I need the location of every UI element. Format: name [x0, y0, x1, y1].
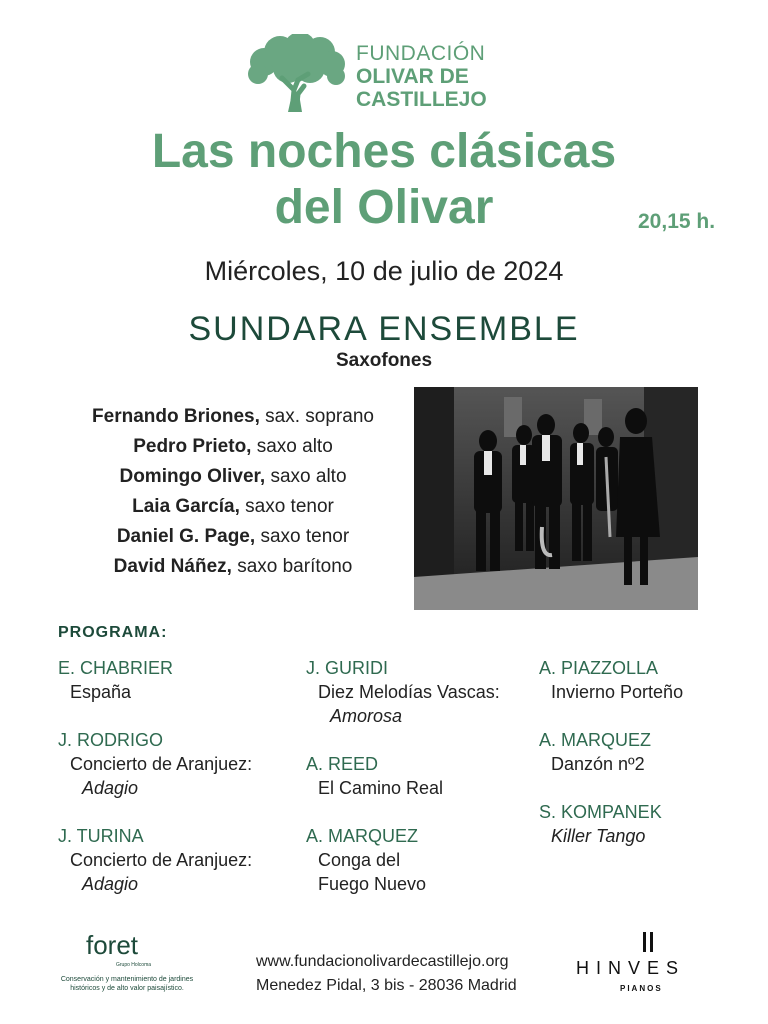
piece-title: Killer Tango: [551, 826, 646, 846]
piece-title: Diez Melodías Vascas:: [318, 682, 500, 702]
event-title-line-1: Las noches clásicas: [151, 125, 617, 178]
programa-column-2: [306, 656, 500, 896]
foret-logo-text: foret: [86, 930, 139, 960]
piece-title: El Camino Real: [318, 778, 444, 798]
piece-movement: Adagio: [82, 874, 139, 894]
address-text: Menedez Pidal, 3 bis - 28036 Madrid: [256, 977, 517, 994]
member-name: Laia García,: [132, 496, 240, 517]
composer-name: J. GURIDI: [306, 658, 389, 678]
foundation-logo-text: [356, 42, 487, 111]
logo-line-3: CASTILLEJO: [356, 88, 487, 111]
piece-title: Conga del: [318, 850, 401, 870]
foret-description: Conservación y mantenimiento de jardines históricos y de alto valor paisajístico.: [60, 976, 194, 992]
composer-name: A. PIAZZOLLA: [539, 658, 659, 678]
composer-name: J. RODRIGO: [58, 730, 164, 750]
hinves-logo-icon: [642, 932, 654, 952]
member-name: Domingo Oliver,: [119, 466, 266, 487]
foret-group-label: Grupo Holcoma: [116, 962, 152, 968]
composer-name: S. KOMPANEK: [539, 802, 662, 822]
programa-column-3: [539, 656, 683, 848]
hinves-pianos-text: PIANOS: [620, 984, 663, 993]
composer-name: A. REED: [306, 754, 379, 774]
member-item: [40, 402, 426, 432]
piece-title: Concierto de Aranjuez:: [70, 754, 253, 774]
member-item: [40, 522, 426, 552]
member-name: Fernando Briones,: [92, 406, 260, 427]
member-instrument: sax. soprano: [265, 406, 374, 427]
olive-tree-logo-icon: [244, 34, 348, 112]
piece-title-line-2: Fuego Nuevo: [318, 874, 427, 894]
member-instrument: saxo alto: [270, 466, 347, 487]
member-instrument: saxo tenor: [245, 496, 334, 517]
piece-movement: Adagio: [82, 778, 139, 798]
ensemble-subtitle: Saxofones: [335, 350, 433, 371]
piece-movement: Amorosa: [330, 706, 403, 726]
piece-title: Danzón nº2: [551, 754, 645, 774]
programa-column-1: [58, 656, 252, 896]
foret-logo: [86, 930, 138, 961]
hinves-logo-text: HINVES: [576, 958, 686, 978]
programa-label: PROGRAMA:: [58, 624, 168, 641]
member-item: [40, 492, 426, 522]
event-time: 20,15 h.: [638, 210, 716, 233]
logo-line-1: FUNDACIÓN: [356, 42, 486, 65]
members-list: [40, 402, 426, 582]
piece-title: Invierno Porteño: [551, 682, 684, 702]
composer-name: A. MARQUEZ: [306, 826, 419, 846]
member-name: David Náñez,: [113, 556, 232, 577]
member-instrument: saxo alto: [256, 436, 333, 457]
logo-line-2: OLIVAR DE: [356, 65, 469, 88]
event-date: Miércoles, 10 de julio de 2024: [204, 256, 564, 286]
member-item: [40, 432, 426, 462]
member-name: Pedro Prieto,: [133, 436, 252, 457]
website-link[interactable]: www.fundacionolivardecastillejo.org: [256, 953, 509, 970]
footer-contact: [256, 950, 517, 998]
event-title-line-2: del Olivar: [274, 181, 494, 234]
piece-title: Concierto de Aranjuez:: [70, 850, 253, 870]
member-instrument: saxo barítono: [237, 556, 353, 577]
composer-name: J. TURINA: [58, 826, 144, 846]
member-item: [40, 552, 426, 582]
piece-title: España: [70, 682, 132, 702]
ensemble-name: SUNDARA ENSEMBLE: [188, 310, 580, 348]
composer-name: A. MARQUEZ: [539, 730, 652, 750]
member-item: [40, 462, 426, 492]
member-name: Daniel G. Page,: [116, 526, 256, 547]
ensemble-photo: [414, 387, 698, 610]
member-instrument: saxo tenor: [260, 526, 350, 547]
composer-name: E. CHABRIER: [58, 658, 174, 678]
